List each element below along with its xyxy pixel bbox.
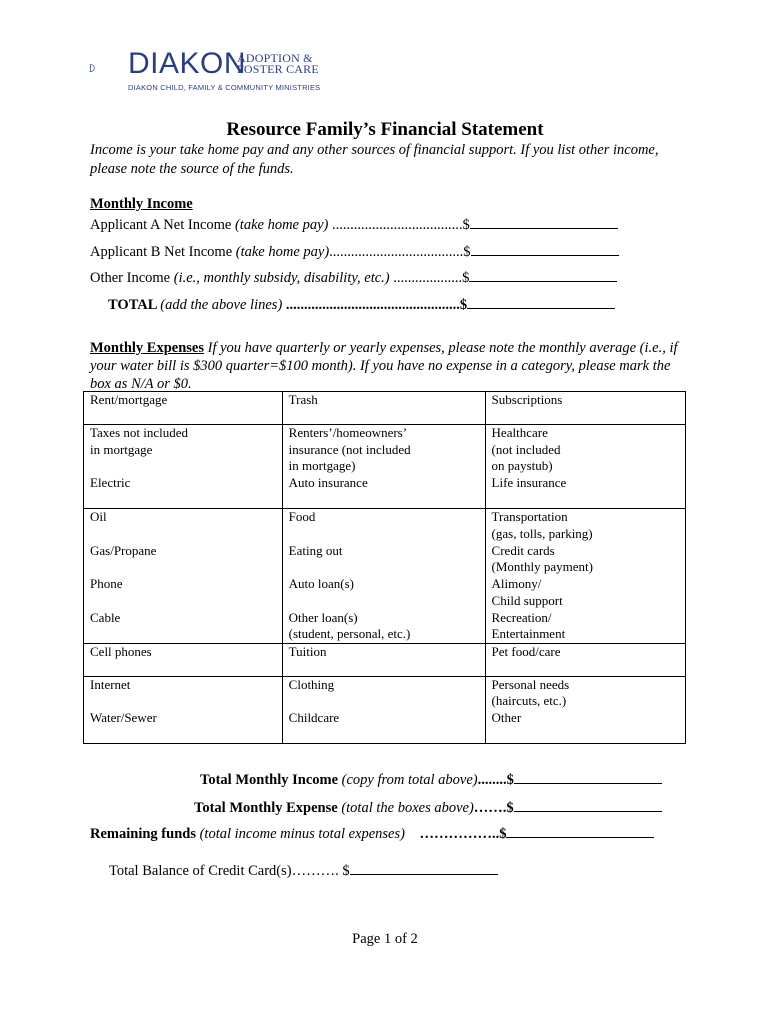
expense-label: Gas/Propane xyxy=(90,542,157,558)
expense-label: Tuition xyxy=(288,643,327,659)
income-row xyxy=(90,267,617,287)
table-row xyxy=(84,643,686,676)
leader-dots: ................................................ xyxy=(282,297,460,313)
expense-label: Eating out xyxy=(288,542,343,558)
expense-label: Subscriptions xyxy=(491,392,563,407)
total-note: (add the above lines) xyxy=(160,297,283,313)
credit-card-balance-row xyxy=(109,860,498,880)
dollar-sign: $ xyxy=(463,244,471,260)
diakon-logo xyxy=(88,42,128,94)
expense-cell[interactable] xyxy=(485,643,685,676)
logo-adoption: ADOPTION & xyxy=(237,51,313,65)
leader-dots: ........ xyxy=(477,772,507,788)
dollar-sign: $ xyxy=(462,270,470,286)
expense-label: Taxes not included in mortgage xyxy=(90,425,189,457)
expense-label: Water/Sewer xyxy=(90,710,157,726)
expense-cell[interactable] xyxy=(282,509,485,644)
expenses-table xyxy=(83,391,686,744)
total-monthly-expense-row xyxy=(194,797,662,817)
expense-cell[interactable] xyxy=(485,425,685,509)
income-row xyxy=(90,241,619,261)
expense-cell[interactable] xyxy=(84,643,283,676)
credit-card-balance-field[interactable] xyxy=(350,860,498,875)
remaining-funds-field[interactable] xyxy=(506,823,654,838)
expense-label: Healthcare (not included on paystub) xyxy=(491,425,561,474)
dollar-sign: $ xyxy=(462,217,470,233)
expense-label: Electric xyxy=(90,475,131,490)
monthly-expenses-intro xyxy=(90,339,680,393)
income-total-row xyxy=(108,294,615,314)
leader-dots: ..................................... xyxy=(329,244,464,260)
expense-label: Clothing xyxy=(288,676,335,692)
expense-cell[interactable] xyxy=(282,676,485,743)
expense-label: Personal needs (haircuts, etc.) xyxy=(491,676,570,709)
dollar-sign: $ xyxy=(506,800,514,816)
expense-label: Trash xyxy=(288,392,318,407)
income-note: (take home pay) xyxy=(234,217,329,233)
total-monthly-expense-note: (total the boxes above) xyxy=(341,800,474,816)
credit-card-balance-label: Total Balance of Credit Card(s)………. xyxy=(109,863,343,879)
total-monthly-income-row xyxy=(200,769,662,789)
total-income-field[interactable] xyxy=(467,294,615,309)
expense-label: Cable xyxy=(90,609,121,625)
expense-cell[interactable] xyxy=(84,392,283,425)
logo-tagline: DIAKON CHILD, FAMILY & COMMUNITY MINISTRIES xyxy=(128,83,321,92)
expense-label: Auto loan(s) xyxy=(288,576,355,591)
expense-label: Oil xyxy=(90,509,107,524)
expense-label: Pet food/care xyxy=(491,643,561,659)
page-title: Resource Family’s Financial Statement xyxy=(226,119,544,140)
expense-cell[interactable] xyxy=(485,676,685,743)
leader-dots: .................................... xyxy=(328,217,463,233)
logo-wordmark: DIAKON xyxy=(128,47,247,80)
expense-label: Rent/mortgage xyxy=(90,392,168,407)
dollar-sign: $ xyxy=(459,297,468,313)
total-label: TOTAL xyxy=(108,297,161,313)
leader-dots: ……. xyxy=(473,800,507,816)
table-row xyxy=(84,509,686,644)
expense-cell[interactable] xyxy=(84,425,283,509)
leader-dots: ................... xyxy=(389,270,463,286)
monthly-expenses-heading: Monthly Expenses xyxy=(90,340,205,356)
expense-cell[interactable] xyxy=(84,676,283,743)
expense-cell[interactable] xyxy=(485,509,685,644)
total-monthly-income-note: (copy from total above) xyxy=(341,772,478,788)
income-label: Other Income xyxy=(90,270,174,286)
leader-dots: …………….. xyxy=(404,826,500,842)
dollar-sign: $ xyxy=(499,826,507,842)
other-income-field[interactable] xyxy=(469,267,617,282)
expense-cell[interactable] xyxy=(282,392,485,425)
intro-text: Income is your take home pay and any other sources of financial support. If you list other income, please note the source of the funds. xyxy=(90,142,659,177)
applicant-a-income-field[interactable] xyxy=(470,214,618,229)
income-row xyxy=(90,214,618,234)
remaining-funds-note: (total income minus total expenses) xyxy=(199,826,405,842)
total-monthly-expense-label: Total Monthly Expense xyxy=(194,800,342,816)
table-row xyxy=(84,676,686,743)
income-note: (i.e., monthly subsidy, disability, etc.) xyxy=(173,270,390,286)
expense-cell[interactable] xyxy=(282,425,485,509)
table-row xyxy=(84,425,686,509)
dollar-sign: $ xyxy=(342,863,350,879)
expense-label: Recreation/ Entertainment xyxy=(491,609,566,642)
total-monthly-income-field[interactable] xyxy=(514,769,662,784)
expense-label: Other loan(s) (student, personal, etc.) xyxy=(288,609,411,642)
expense-cell[interactable] xyxy=(84,509,283,644)
remaining-funds-label: Remaining funds xyxy=(90,826,200,842)
income-label: Applicant A Net Income xyxy=(90,217,235,233)
table-row xyxy=(84,392,686,425)
total-monthly-income-label: Total Monthly Income xyxy=(200,772,342,788)
expense-label: Transportation (gas, tolls, parking) xyxy=(491,509,593,541)
logo-foster-care: FOSTER CARE xyxy=(237,62,319,76)
applicant-b-income-field[interactable] xyxy=(471,241,619,256)
income-label: Applicant B Net Income xyxy=(90,244,236,260)
expense-label: Internet xyxy=(90,676,131,692)
expense-label: Childcare xyxy=(288,710,340,726)
income-note: (take home pay) xyxy=(235,244,330,260)
remaining-funds-row xyxy=(90,823,654,843)
expense-cell[interactable] xyxy=(485,392,685,425)
dollar-sign: $ xyxy=(506,772,514,788)
monthly-expenses-note: If you have quarterly or yearly expenses, please note the monthly average (i.e., if your water bill is $300 quarter=$100 month). If you have no expense in a category, please mark the box as N/A or $0. xyxy=(90,340,678,392)
expense-label: Phone xyxy=(90,576,123,591)
expense-label: Credit cards (Monthly payment) xyxy=(491,542,594,575)
expense-label: Other xyxy=(491,710,522,726)
expense-label: Renters’/homeowners’ insurance (not included in mortgage) xyxy=(288,425,411,474)
expense-cell[interactable] xyxy=(282,643,485,676)
page-number: Page 1 of 2 xyxy=(352,931,418,947)
expense-label: Food xyxy=(288,509,316,524)
expense-label: Cell phones xyxy=(90,643,152,659)
monthly-income-heading: Monthly Income xyxy=(90,196,193,212)
expense-label: Alimony/ Child support xyxy=(491,576,563,608)
expense-label: Auto insurance xyxy=(288,475,368,490)
total-monthly-expense-field[interactable] xyxy=(514,797,662,812)
expense-label: Life insurance xyxy=(491,475,567,490)
